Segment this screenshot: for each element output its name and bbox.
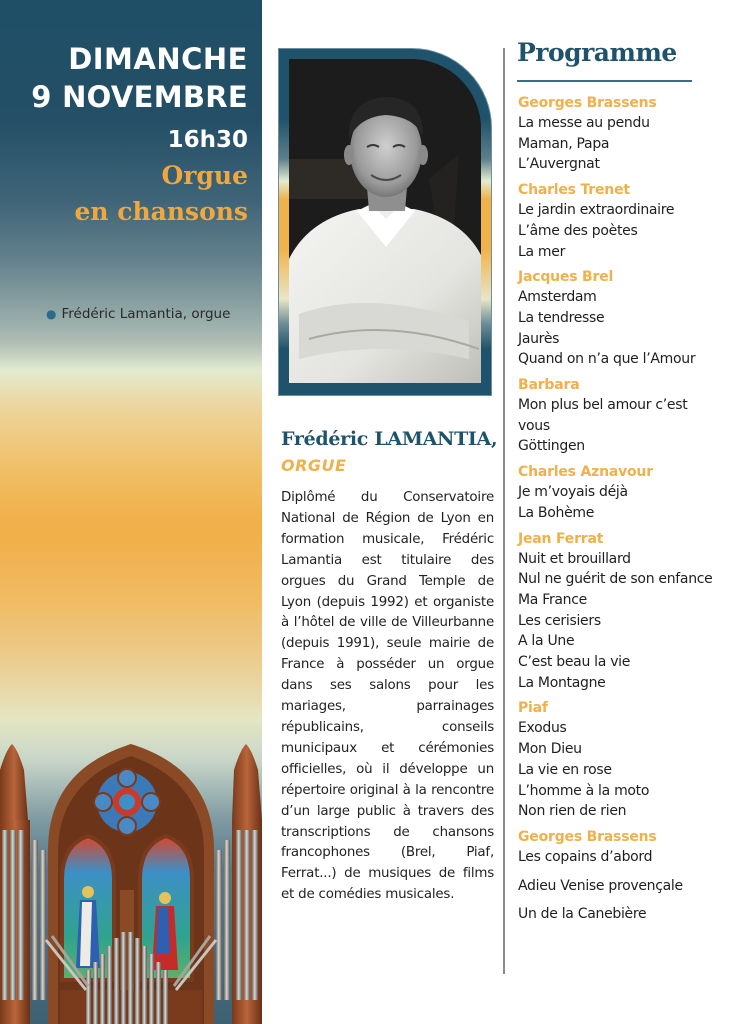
portrait-image [289, 59, 481, 383]
bullet-icon: ● [46, 307, 57, 321]
programme-title: Programme [517, 38, 677, 67]
song-title: Nuit et brouillard [518, 550, 631, 567]
song-title: Je m’voyais déjà [518, 484, 628, 501]
composer-heading: Piaf [518, 700, 548, 717]
event-day: DIMANCHE [68, 42, 248, 76]
organ-illustration [0, 740, 262, 1024]
column-divider [503, 48, 505, 974]
song-title: Exodus [518, 720, 567, 737]
song-title: Göttingen [518, 438, 585, 455]
song-title: A la Une [518, 633, 575, 650]
song-title: La vie en rose [518, 761, 612, 778]
song-title: Quand on n’a que l’Amour [518, 351, 696, 368]
song-title: C’est beau la vie [518, 654, 631, 671]
composer-heading: Georges Brassens [518, 828, 657, 845]
composer-heading: Jean Ferrat [518, 530, 604, 547]
composer-heading: Jacques Brel [518, 269, 614, 286]
performer-line [46, 306, 230, 322]
song-title: Jaurès [518, 330, 560, 347]
song-title: La tendresse [518, 309, 605, 326]
composer-heading: Charles Aznavour [518, 464, 653, 481]
song-title: Les copains d’abord [518, 848, 653, 865]
programme-underline [517, 80, 692, 82]
event-time: 16h30 [167, 127, 248, 153]
song-title: La Montagne [518, 674, 606, 691]
performer-text: Frédéric Lamantia, orgue [61, 306, 231, 322]
song-title: Mon Dieu [518, 741, 582, 758]
song-title: Les cerisiers [518, 612, 601, 629]
event-title-line2: en chansons [74, 197, 248, 226]
composer-heading: Georges Brassens [518, 95, 657, 111]
stained-glass-organ-image [0, 740, 262, 1024]
song-title: Un de la Canebière [518, 906, 647, 923]
artist-name: Frédéric LAMANTIA, [281, 428, 498, 450]
composer-heading: Barbara [518, 377, 580, 394]
artist-biography: Diplômé du Conservatoire National de Région de Lyon en formation musicale, Frédéric Lamantia est titulaire des orgues du Grand Temple de Lyon (depuis 1992) et organiste à l’hôtel de ville de Villeurbanne (depuis 1991), seule mairie de France à posséder un orgue dans ses salons pour les mariages, parrainages républicains, conseils municipaux et cérémonies officielles, où il développe un répertoire original à la rencontre d’un large public à travers des transcriptions de chansons francophones (Brel, Piaf, Ferrat...) de musiques de films et de comédies musicales. [281, 490, 494, 903]
song-title: Non rien de rien [518, 803, 627, 820]
song-title: Le jardin extraordinaire [518, 202, 675, 219]
song-title: L’Auvergnat [518, 156, 600, 173]
song-title: Adieu Venise provençale [518, 877, 683, 894]
song-title: La Bohème [518, 504, 595, 521]
portrait-frame [278, 48, 492, 396]
composer-heading: Charles Trenet [518, 182, 630, 199]
song-title: Ma France [518, 591, 587, 608]
song-title: Nul ne guérit de son enfance [518, 571, 713, 588]
song-title: La messe au pendu [518, 115, 650, 131]
song-title: La mer [518, 243, 566, 260]
event-title-line1: Orgue [161, 161, 248, 190]
event-banner [0, 0, 262, 1024]
song-title: L’homme à la moto [518, 782, 650, 799]
event-date: 9 NOVEMBRE [31, 80, 248, 114]
song-title: L’âme des poètes [518, 222, 638, 239]
portrait-photo [289, 59, 481, 383]
song-title: Amsterdam [518, 289, 597, 306]
programme-list [518, 93, 723, 925]
artist-role: ORGUE [281, 456, 347, 475]
song-title: Mon plus bel amour c’est vous [518, 397, 688, 434]
song-title: Maman, Papa [518, 135, 610, 152]
